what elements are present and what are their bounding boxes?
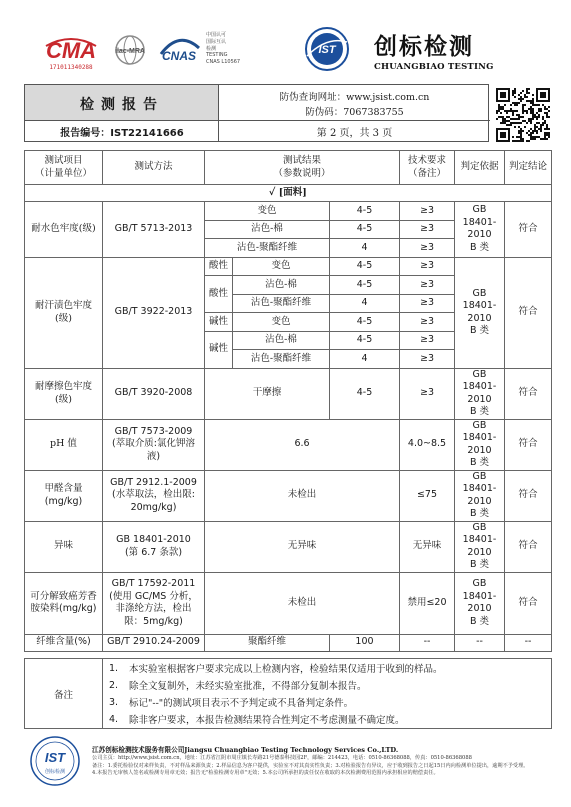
cma-logo (42, 34, 100, 72)
req-cell: ≥3 (400, 313, 455, 332)
value-cell: 4-5 (330, 202, 400, 221)
req-cell: 禁用≤20 (400, 572, 455, 634)
conclusion-cell: 符合 (505, 202, 552, 258)
param-cell: 沾色-聚酯纤维 (233, 294, 330, 313)
param-cell: 沾色-聚酯纤维 (233, 350, 330, 369)
value-cell: 4-5 (330, 257, 400, 276)
value-cell: 未检出 (205, 572, 400, 634)
footer-line: 4.本报告无审核人签名或检测专用章无效；报告无"检验检测专用章"无效；5.本公司所承担的责任仅在收取的本次检测费用范围内承担相应的赔偿责任。 (92, 770, 439, 777)
basis-cell: GB 18401-2010 B 类 (455, 257, 505, 368)
req-cell: 无异味 (400, 521, 455, 572)
param-cell: 沾色-棉 (205, 220, 330, 239)
anti-fake-code: 防伪码：7067383755 (305, 107, 404, 118)
table-row (25, 572, 552, 634)
qr-code-icon (496, 88, 550, 142)
cnas-line: 国际互认 (206, 38, 227, 45)
table-row (25, 202, 552, 221)
ist-stamp-logo (24, 735, 86, 787)
param-cell: 变色 (205, 202, 330, 221)
report-title-block (24, 84, 489, 142)
table-row (25, 257, 552, 276)
header-basis: 判定依据 (455, 151, 505, 185)
ilac-mra-logo (108, 34, 152, 72)
value-cell: 未检出 (205, 470, 400, 521)
value-cell: 无异味 (205, 521, 400, 572)
cma-number: 171011340288 (49, 64, 93, 71)
item-rub-fastness: 耐摩擦色牢度 (级) (25, 368, 103, 419)
footer-logo-text: IST (44, 750, 66, 765)
req-cell: ≤75 (400, 470, 455, 521)
item-azo-dyes: 可分解致癌芳香 胺染料(mg/kg) (25, 572, 103, 634)
method-rub-fastness: GB/T 3920-2008 (103, 368, 205, 419)
ist-logo-text: IST (318, 44, 336, 56)
item-sweat-fastness: 耐汗渍色牢度 (级) (25, 257, 103, 368)
value-cell: 4-5 (330, 220, 400, 239)
anti-fake-cell (219, 85, 490, 121)
req-cell: ≥3 (400, 276, 455, 295)
report-title: 检测报告 (80, 97, 164, 113)
cnas-accreditation-text (206, 32, 266, 74)
footer-line: 备注：1.委托检验仅对来样负责，不对样品来源负责；2.样品信息为客户提供，实验室不对其真实性负责；3.对检验报告有异议，应于收到报告之日起15日内向检测单位提出，逾期不予受理。 (92, 762, 529, 769)
item-odor: 异味 (25, 521, 103, 572)
page-info: 第 2 页，共 3 页 (316, 128, 393, 139)
section-fabric: ✓ [面料] (25, 185, 552, 202)
note-item: 4. 除非客户要求，本报告检测结果符合性判定不考虑测量不确定度。 (109, 713, 405, 726)
cnas-line: 检测 (206, 45, 217, 52)
notes-table (24, 658, 552, 729)
alkali-label: 碱性 (205, 313, 233, 332)
cnas-line: CNAS L10567 (206, 59, 241, 66)
req-cell: ≥3 (400, 220, 455, 239)
report-number-cell (25, 121, 219, 141)
conclusion-cell: 符合 (505, 521, 552, 572)
value-cell: 4-5 (330, 276, 400, 295)
header-requirement: 技术要求 （备注） (400, 151, 455, 185)
item-water-fastness: 耐水色牢度(级) (25, 202, 103, 258)
method-formaldehyde: GB/T 2912.1-2009 (水萃取法，检出限: 20mg/kg) (103, 470, 205, 521)
table-row (25, 419, 552, 470)
end-of-table-line (230, 651, 330, 652)
acid-label: 酸性 (205, 257, 233, 276)
conclusion-cell: 符合 (505, 419, 552, 470)
acid-label: 酸性 (205, 276, 233, 313)
param-cell: 变色 (233, 257, 330, 276)
basis-cell: GB 18401-2010 B 类 (455, 521, 505, 572)
basis-cell: GB 18401-2010 B 类 (455, 470, 505, 521)
param-cell: 干摩擦 (205, 368, 330, 419)
cma-logo-text: CMA (45, 38, 97, 63)
ilac-logo-text: ilac-MRA (115, 48, 145, 55)
value-cell: 4 (330, 239, 400, 258)
value-cell: 100 (330, 634, 400, 651)
header-result: 测试结果 （参数说明） (205, 151, 400, 185)
req-cell: ≥3 (400, 202, 455, 221)
value-cell: 6.6 (205, 419, 400, 470)
item-fiber-content: 纤维含量(%) (25, 634, 103, 651)
item-formaldehyde: 甲醛含量 (mg/kg) (25, 470, 103, 521)
conclusion-cell: -- (505, 634, 552, 651)
req-cell: ≥3 (400, 294, 455, 313)
conclusion-cell: 符合 (505, 470, 552, 521)
basis-cell: GB 18401-2010 B 类 (455, 202, 505, 258)
cnas-line: 中国认可 (206, 32, 227, 38)
method-water-fastness: GB/T 5713-2013 (103, 202, 205, 258)
verification-website: 防伪查询网址：www.jsist.com.cn (279, 92, 430, 103)
req-cell: ≥3 (400, 331, 455, 350)
report-header (0, 0, 571, 84)
test-results-table (24, 150, 552, 652)
method-azo-dyes: GB/T 17592-2011 (使用 GC/MS 分析， 非涤纶方法，检出 限：5mg/kg) (103, 572, 205, 634)
footer-line: 公司主页：http://www.jsist.com.cn，地址：江苏省江阴市周庄镇长寿路21号德泰科技园2F，邮编：214423，电话：0510-86368088，传真：0510-86368088 (92, 755, 472, 761)
value-cell: 4 (330, 350, 400, 369)
method-ph: GB/T 7573-2009 (萃取介质:氯化钾溶 液) (103, 419, 205, 470)
report-number: 报告编号：IST22141666 (60, 128, 184, 139)
req-cell: ≥3 (400, 350, 455, 369)
value-cell: 4-5 (330, 313, 400, 332)
section-row (25, 185, 552, 202)
conclusion-cell: 符合 (505, 257, 552, 368)
notes-list (103, 659, 552, 729)
header-item: 测试项目 （计量单位） (25, 151, 103, 185)
note-item: 1. 本实验室根据客户要求完成以上检测内容，检验结果仅适用于收到的样品。 (109, 662, 443, 675)
req-cell: ≥3 (400, 257, 455, 276)
param-cell: 聚酯纤维 (205, 634, 330, 651)
title-cell (25, 85, 219, 121)
method-sweat-fastness: GB/T 3922-2013 (103, 257, 205, 368)
cnas-line: TESTING (206, 52, 228, 59)
conclusion-cell: 符合 (505, 572, 552, 634)
note-item: 3. 标记"--"的测试项目表示不予判定或不具备判定条件。 (109, 696, 354, 709)
cnas-logo (155, 34, 203, 72)
basis-cell: -- (455, 634, 505, 651)
param-cell: 沾色-聚酯纤维 (205, 239, 330, 258)
notes-label: 备注 (25, 659, 103, 729)
basis-cell: GB 18401-2010 B 类 (455, 572, 505, 634)
footer-logo-sub: 创标检测 (44, 769, 66, 775)
table-row (25, 470, 552, 521)
header-conclusion: 判定结论 (505, 151, 552, 185)
alkali-label: 碱性 (205, 331, 233, 368)
req-cell: ≥3 (400, 239, 455, 258)
table-header-row (25, 151, 552, 185)
table-row (25, 521, 552, 572)
note-item: 2. 除全文复制外，未经实验室批准，不得部分复制本报告。 (109, 679, 367, 692)
basis-cell: GB 18401-2010 B 类 (455, 368, 505, 419)
param-cell: 沾色-棉 (233, 276, 330, 295)
brand-name-en: CHUANGBIAO TESTING (374, 62, 494, 72)
cnas-logo-text: CNAS (161, 49, 197, 63)
value-cell: 4 (330, 294, 400, 313)
page-info-cell (219, 121, 490, 141)
footer-company: 江苏创标检测技术服务有限公司Jiangsu Chuangbiao Testing Technology Services Co.,LTD. (92, 746, 399, 754)
conclusion-cell: 符合 (505, 368, 552, 419)
req-cell: 4.0~8.5 (400, 419, 455, 470)
param-cell: 变色 (233, 313, 330, 332)
value-cell: 4-5 (330, 331, 400, 350)
method-fiber-content: GB/T 2910.24-2009 (103, 634, 205, 651)
value-cell: 4-5 (330, 368, 400, 419)
item-ph: pH 值 (25, 419, 103, 470)
header-method: 测试方法 (103, 151, 205, 185)
brand-name-cn: 创标检测 (374, 33, 474, 60)
table-row (25, 368, 552, 419)
param-cell: 沾色-棉 (233, 331, 330, 350)
ist-logo (303, 26, 351, 72)
basis-cell: GB 18401-2010 B 类 (455, 419, 505, 470)
req-cell: ≥3 (400, 368, 455, 419)
footer-info (92, 746, 552, 778)
table-row (25, 634, 552, 651)
req-cell: -- (400, 634, 455, 651)
method-odor: GB 18401-2010 (第 6.7 条款) (103, 521, 205, 572)
